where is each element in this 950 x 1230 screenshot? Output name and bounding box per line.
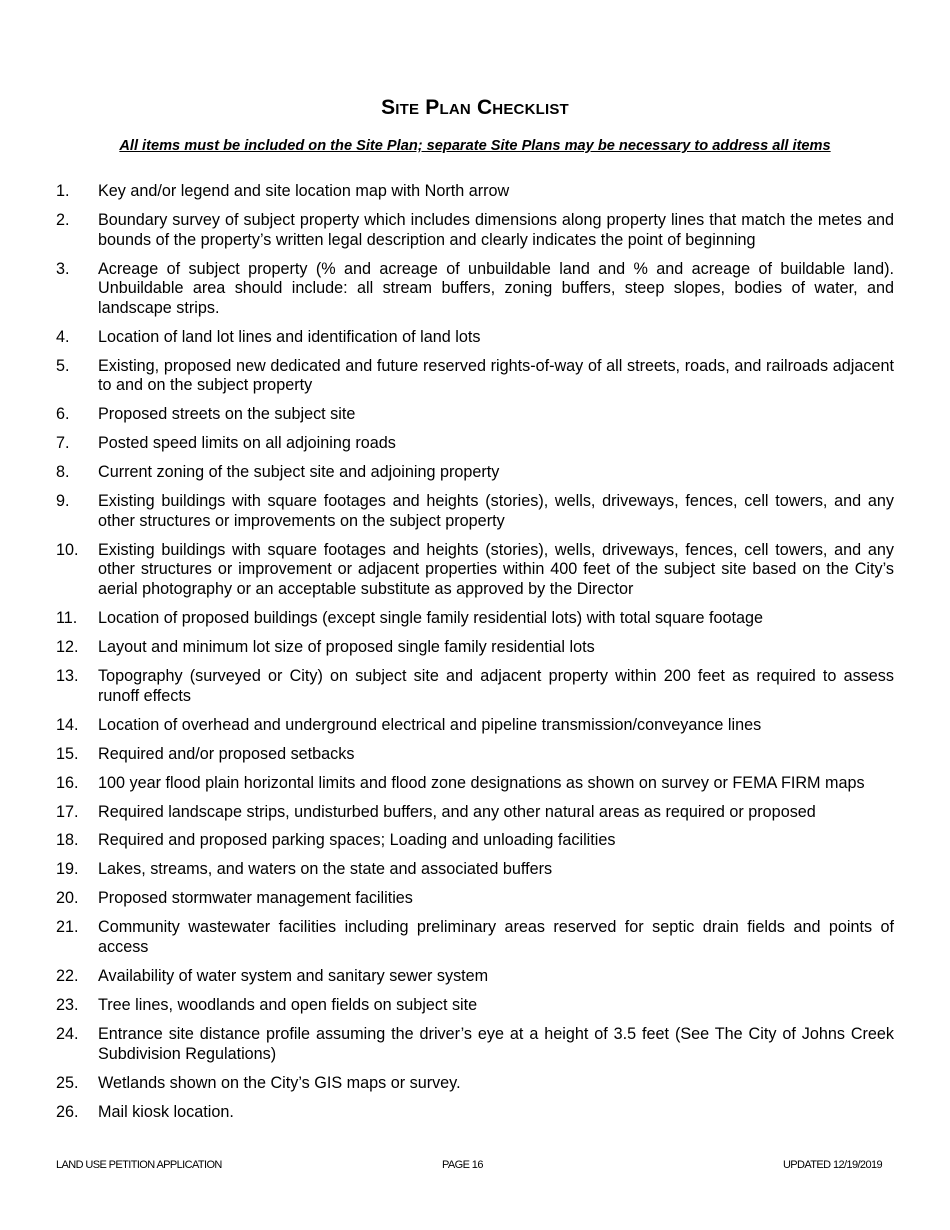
checklist-item-number: 11. [56, 609, 78, 627]
checklist-item-text: Posted speed limits on all adjoining roads [98, 434, 396, 453]
checklist-item-number: 14. [56, 715, 79, 734]
checklist-item-number: 22. [56, 967, 79, 986]
page-footer [56, 1159, 882, 1173]
checklist-item [56, 638, 894, 658]
footer-updated-date: UPDATED 12/19/2019 [782, 1159, 882, 1171]
checklist-item-text: Layout and minimum lot size of proposed single family residential lots [98, 637, 595, 656]
checklist-item [56, 463, 894, 483]
checklist-item-text: Current zoning of the subject site and adjoining property [98, 463, 500, 482]
checklist-item [56, 1074, 894, 1094]
checklist-item [56, 405, 894, 425]
checklist-item [56, 328, 894, 348]
checklist-item-number: 26. [56, 1102, 79, 1121]
checklist-item-text: Wetlands shown on the City’s GIS maps or survey. [98, 1073, 461, 1092]
checklist-item [56, 918, 894, 957]
checklist-item [56, 434, 894, 454]
checklist-item [56, 260, 894, 319]
checklist-item-number: 9. [56, 492, 70, 511]
checklist-item [56, 667, 894, 706]
checklist-item-number: 1. [56, 182, 70, 200]
checklist-item-text: Topography (surveyed or City) on subject site and adjacent property within 200 feet as required to assess runoff effects [98, 666, 894, 705]
checklist-item-text: Acreage of subject property (% and acreage of unbuildable land and % and acreage of buildable land). Unbuildable area should include: all stream buffers, zoning buffers, steep slopes, bodies of water, and landscape strips. [98, 259, 894, 317]
checklist-item-text: Boundary survey of subject property which includes dimensions along property lines that match the metes and bounds of the property’s written legal description and clearly indicates the point of beginning [98, 210, 894, 249]
checklist-item-text: Existing buildings with square footages and heights (stories), wells, driveways, fences, cell towers, and any other structures or improvements on the subject property [98, 492, 894, 530]
checklist-item [56, 745, 894, 765]
checklist-item [56, 860, 894, 880]
checklist-item [56, 996, 894, 1016]
checklist [56, 182, 894, 1132]
checklist-item-number: 17. [56, 802, 79, 821]
checklist-item-text: Existing, proposed new dedicated and future reserved rights-of-way of all streets, roads, and railroads adjacent to and on the subject property [98, 356, 894, 395]
checklist-item-number: 10. [56, 540, 79, 559]
checklist-item [56, 803, 894, 823]
checklist-item-text: 100 year flood plain horizontal limits and flood zone designations as shown on survey or FEMA FIRM maps [98, 773, 865, 792]
checklist-item [56, 716, 894, 736]
checklist-item-number: 21. [56, 918, 79, 937]
checklist-item-text: Location of proposed buildings (except single family residential lots) with total square footage [98, 609, 763, 627]
checklist-item-text: Mail kiosk location. [98, 1102, 234, 1121]
checklist-item [56, 1025, 894, 1064]
checklist-item-number: 6. [56, 405, 70, 424]
checklist-item-number: 7. [56, 434, 70, 453]
checklist-item-number: 13. [56, 666, 79, 685]
checklist-item-number: 24. [56, 1024, 79, 1043]
checklist-item [56, 967, 894, 987]
checklist-item-number: 2. [56, 210, 70, 229]
checklist-item [56, 492, 894, 531]
checklist-item-text: Entrance site distance profile assuming the driver’s eye at a height of 3.5 feet (See The City of Johns Creek Subdivision Regulations) [98, 1024, 894, 1063]
checklist-item [56, 609, 894, 629]
checklist-item-number: 4. [56, 327, 70, 346]
checklist-item-text: Required landscape strips, undisturbed buffers, and any other natural areas as required or proposed [98, 802, 816, 821]
checklist-item-text: Location of overhead and underground electrical and pipeline transmission/conveyance lines [98, 715, 762, 734]
checklist-item-number: 23. [56, 996, 79, 1014]
checklist-item-number: 20. [56, 889, 79, 908]
checklist-item-number: 19. [56, 860, 79, 879]
checklist-item-text: Required and proposed parking spaces; Loading and unloading facilities [98, 831, 616, 850]
checklist-item-text: Location of land lot lines and identification of land lots [98, 327, 481, 346]
checklist-item-number: 5. [56, 356, 70, 375]
page-title: Site Plan Checklist [381, 96, 569, 119]
checklist-item [56, 211, 894, 250]
checklist-item-number: 16. [56, 773, 79, 792]
checklist-item-number: 3. [56, 259, 70, 278]
checklist-item-text: Tree lines, woodlands and open fields on subject site [98, 996, 478, 1014]
checklist-item [56, 182, 894, 202]
checklist-item-text: Proposed stormwater management facilities [98, 889, 413, 908]
checklist-item [56, 1103, 894, 1123]
checklist-item [56, 889, 894, 909]
checklist-item-text: Proposed streets on the subject site [98, 405, 356, 424]
checklist-item [56, 541, 894, 600]
checklist-item-text: Lakes, streams, and waters on the state and associated buffers [98, 860, 553, 879]
checklist-item-text: Key and/or legend and site location map with North arrow [98, 182, 510, 200]
checklist-item-number: 15. [56, 744, 79, 763]
checklist-item-number: 25. [56, 1073, 79, 1092]
checklist-item [56, 831, 894, 851]
checklist-item-number: 18. [56, 831, 79, 850]
footer-application-name: LAND USE PETITION APPLICATION [56, 1159, 222, 1171]
checklist-item-text: Community wastewater facilities including preliminary areas reserved for septic drain fields and points of access [98, 918, 894, 957]
checklist-item-text: Existing buildings with square footages and heights (stories), wells, driveways, fences, cell towers, and any other structures or improvement or adjacent properties within 400 feet of the subject site based on the City’s aerial photography or an acceptable substitute as approved by the Director [98, 540, 894, 599]
checklist-item-number: 12. [56, 637, 79, 656]
checklist-item-text: Required and/or proposed setbacks [98, 744, 355, 763]
checklist-item-number: 8. [56, 463, 70, 482]
footer-page-number: PAGE 16 [442, 1159, 483, 1171]
checklist-item-text: Availability of water system and sanitary sewer system [98, 967, 489, 986]
checklist-item [56, 774, 894, 794]
page-subtitle: All items must be included on the Site Plan; separate Site Plans may be necessary to address all items [119, 138, 831, 154]
checklist-item [56, 357, 894, 396]
